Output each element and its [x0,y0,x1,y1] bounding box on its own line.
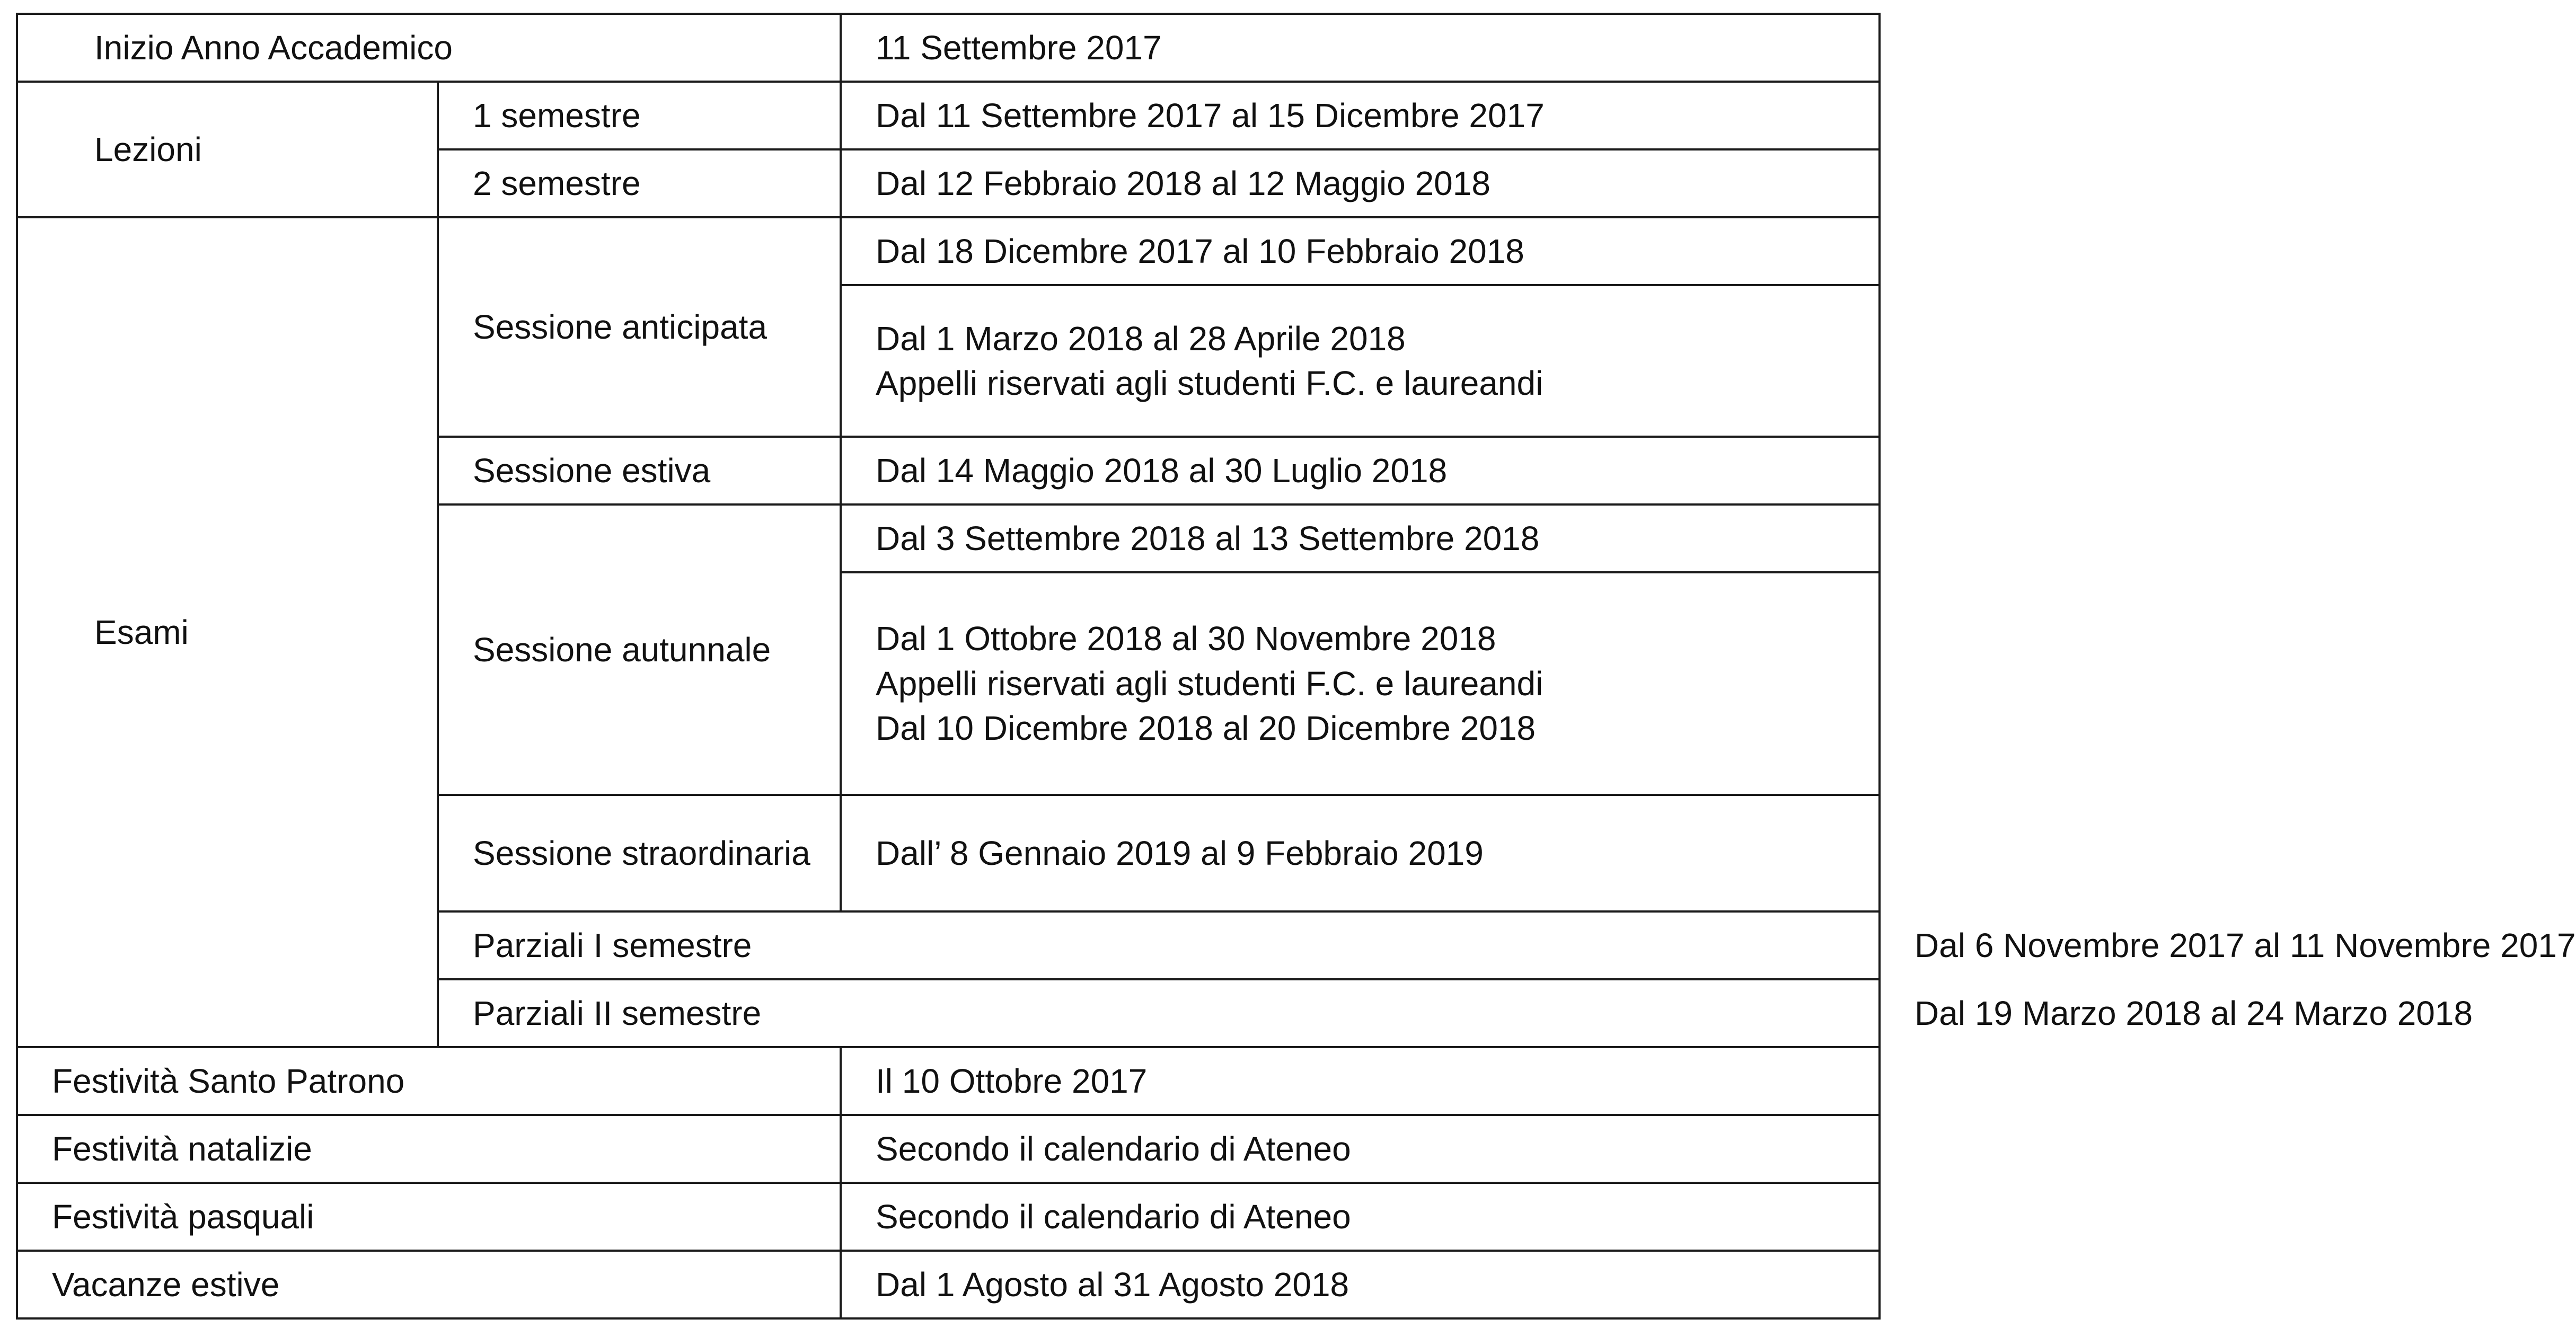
parziali2-label: Parziali II semestre [438,979,1880,1047]
table-row-anticipata-1 [17,217,1880,285]
anticipata-date-2 [841,285,1880,437]
table-row-pasquali [17,1183,1880,1251]
esami-label: Esami [17,217,438,1047]
autunnale-date-2-line-1: Dal 1 Ottobre 2018 al 30 Novembre 2018 [876,619,1496,658]
lezioni-sem1-label: 1 semestre [438,82,841,149]
lezioni-sem2-date: Dal 12 Febbraio 2018 al 12 Maggio 2018 [841,149,1880,217]
autunnale-date-2 [841,572,1880,795]
table-row-parziali2: Parziali II semestre Dal 19 Marzo 2018 al 24 Marzo 2018 [17,979,1880,1047]
table-row-lezioni-sem1 [17,82,1880,149]
academic-calendar-table [16,13,2576,1320]
estive-label: Vacanze estive [17,1251,841,1318]
estiva-label: Sessione estiva [438,437,841,504]
straordinaria-date: Dall’ 8 Gennaio 2019 al 9 Febbraio 2019 [841,795,1880,911]
estiva-date: Dal 14 Maggio 2018 al 30 Luglio 2018 [841,437,1880,504]
table-row-natalizie [17,1115,1880,1183]
parziali1-label: Parziali I semestre [438,911,1880,979]
anticipata-date-2-line-2: Appelli riservati agli studenti F.C. e laureandi [876,364,1543,402]
anticipata-label: Sessione anticipata [438,217,841,437]
lezioni-sem1-date: Dal 11 Settembre 2017 al 15 Dicembre 2017 [841,82,1880,149]
pasquali-label: Festività pasquali [17,1183,841,1251]
inizio-label: Inizio Anno Accademico [17,14,841,82]
table-row-parziali1: Parziali I semestre Dal 6 Novembre 2017 al 11 Novembre 2017 [17,911,1880,979]
anticipata-date-2-line-1: Dal 1 Marzo 2018 al 28 Aprile 2018 [876,319,1406,358]
lezioni-sem2-label: 2 semestre [438,149,841,217]
patrono-date: Il 10 Ottobre 2017 [841,1047,1880,1115]
estive-date: Dal 1 Agosto al 31 Agosto 2018 [841,1251,1880,1318]
autunnale-date-2-line-3: Dal 10 Dicembre 2018 al 20 Dicembre 2018 [876,709,1536,748]
natalizie-date: Secondo il calendario di Ateneo [841,1115,1880,1183]
autunnale-date-1: Dal 3 Settembre 2018 al 13 Settembre 2018 [841,504,1880,572]
inizio-date: 11 Settembre 2017 [841,14,1880,82]
table-row-patrono [17,1047,1880,1115]
table-row-inizio [17,14,1880,82]
patrono-label: Festività Santo Patrono [17,1047,841,1115]
autunnale-label: Sessione autunnale [438,504,841,795]
autunnale-date-2-line-2: Appelli riservati agli studenti F.C. e laureandi [876,664,1543,703]
lezioni-label: Lezioni [17,82,438,217]
table-row-estive [17,1251,1880,1318]
anticipata-date-1: Dal 18 Dicembre 2017 al 10 Febbraio 2018 [841,217,1880,285]
pasquali-date: Secondo il calendario di Ateneo [841,1183,1880,1251]
straordinaria-label: Sessione straordinaria [438,795,841,911]
natalizie-label: Festività natalizie [17,1115,841,1183]
